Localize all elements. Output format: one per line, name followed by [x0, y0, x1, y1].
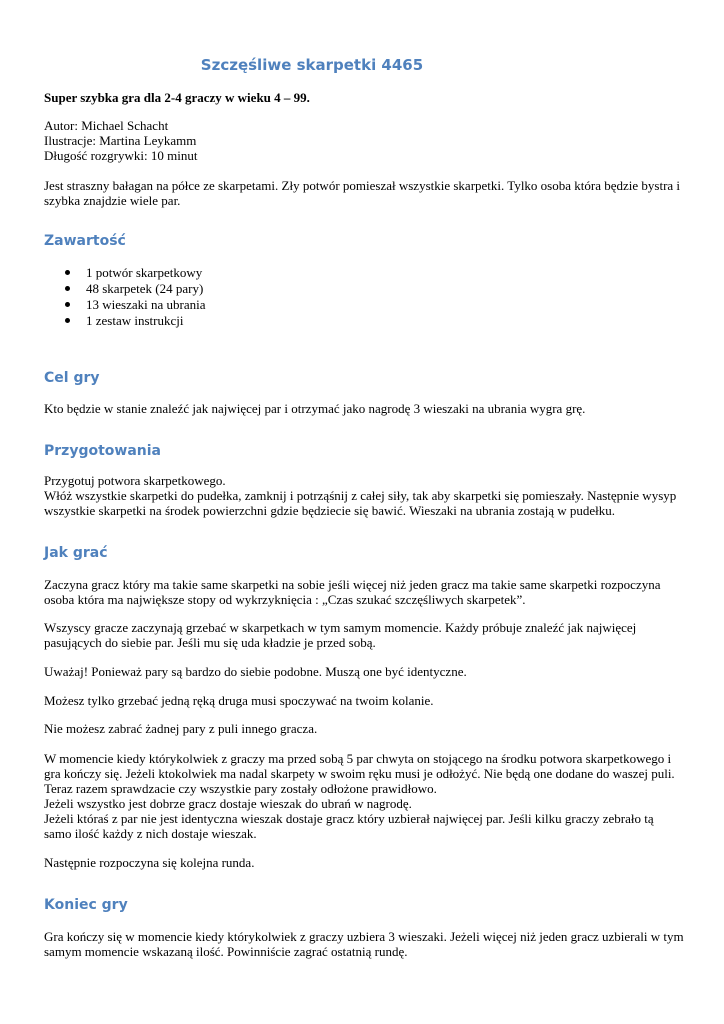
- howto-paragraph-3: Uważaj! Ponieważ pary są bardzo do siebie podobne. Muszą one być identyczne.: [44, 664, 467, 679]
- document-title: Szczęśliwe skarpetki 4465: [200, 56, 424, 74]
- howto-paragraph-4: Możesz tylko grzebać jedną ręką druga musi spoczywać na twoim kolanie.: [44, 693, 434, 708]
- howto-paragraph-6b: Jeżeli wszystko jest dobrze gracz dostaje wieszak do ubrań w nagrodę.: [44, 796, 412, 811]
- contents-list: [44, 265, 205, 329]
- howto-paragraph-5: Nie możesz zabrać żadnej pary z puli innego gracza.: [44, 721, 318, 736]
- setup-line-2: Włóż wszystkie skarpetki do pudełka, zamknij i potrząśnij z całej siły, tak aby skarpetki się pomieszały. Następnie wysyp wszystkie skarpetki na środek powierzchni gdzie będziecie się bawić. Wieszaki na ubrania zostają w pudełku.: [44, 488, 677, 518]
- howto-paragraph-6c: Jeżeli któraś z par nie jest identyczna wieszak dostaje gracz który uzbierał najwięcej par. Jeśli kilku graczy zebrało tą samo ilość każdy z nich dostaje wieszak.: [44, 811, 654, 841]
- heading-goal: Cel gry: [44, 370, 100, 386]
- meta-duration: Długość rozgrywki: 10 minut: [44, 148, 198, 163]
- howto-paragraph-2: Wszyscy gracze zaczynają grzebać w skarpetkach w tym samym momencie. Każdy próbuje znaleźć jak najwięcej pasujących do siebie par. Jeśli mu się uda kładzie je przed sobą.: [44, 620, 637, 650]
- setup-block: [44, 473, 684, 518]
- list-item: 1 potwór skarpetkowy: [44, 265, 205, 281]
- heading-setup: Przygotowania: [44, 443, 161, 459]
- howto-paragraph-6: [44, 751, 684, 841]
- intro-paragraph: Jest straszny bałagan na półce ze skarpetami. Zły potwór pomieszał wszystkie skarpetki. Tylko osoba która będzie bystra i szybka znajdzie wiele par.: [44, 178, 681, 208]
- howto-paragraph-1: Zaczyna gracz który ma takie same skarpetki na sobie jeśli więcej niż jeden gracz ma takie same skarpetki rozpoczyna osoba która ma największe stopy od wykrzyknięcia : „Czas szukać szczęśliwych skarpetek”.: [44, 577, 661, 607]
- howto-paragraph-6a: W momencie kiedy którykolwiek z graczy ma przed sobą 5 par chwyta on stojącego na środku potwora skarpetkowego i gra kończy się. Jeżeli ktokolwiek ma nadal skarpety w swoim ręku musi je odłożyć. Nie będą one dodane do waszej puli. Teraz razem sprawdzacie czy wszystkie pary zostały odłożone prawidłowo.: [44, 751, 675, 796]
- heading-end: Koniec gry: [44, 897, 128, 913]
- meta-illustrations: Ilustracje: Martina Leykamm: [44, 133, 197, 148]
- list-item: 13 wieszaki na ubrania: [44, 297, 205, 313]
- subtitle: Super szybka gra dla 2-4 graczy w wieku 4 – 99.: [44, 90, 310, 105]
- meta-block: [44, 118, 684, 163]
- list-item: 1 zestaw instrukcji: [44, 313, 205, 329]
- list-item: 48 skarpetek (24 pary): [44, 281, 205, 297]
- end-paragraph: Gra kończy się w momencie kiedy którykolwiek z graczy uzbiera 3 wieszaki. Jeżeli więcej niż jeden gracz uzbierali w tym samym momencie wskazaną ilość. Powinniście zagrać ostatnią rundę.: [44, 929, 684, 959]
- howto-paragraph-7: Następnie rozpoczyna się kolejna runda.: [44, 855, 255, 870]
- meta-author: Autor: Michael Schacht: [44, 118, 169, 133]
- setup-line-1: Przygotuj potwora skarpetkowego.: [44, 473, 226, 488]
- heading-howto: Jak grać: [44, 545, 108, 561]
- heading-contents: Zawartość: [44, 233, 126, 249]
- goal-paragraph: Kto będzie w stanie znaleźć jak najwięcej par i otrzymać jako nagrodę 3 wieszaki na ubrania wygra grę.: [44, 401, 586, 416]
